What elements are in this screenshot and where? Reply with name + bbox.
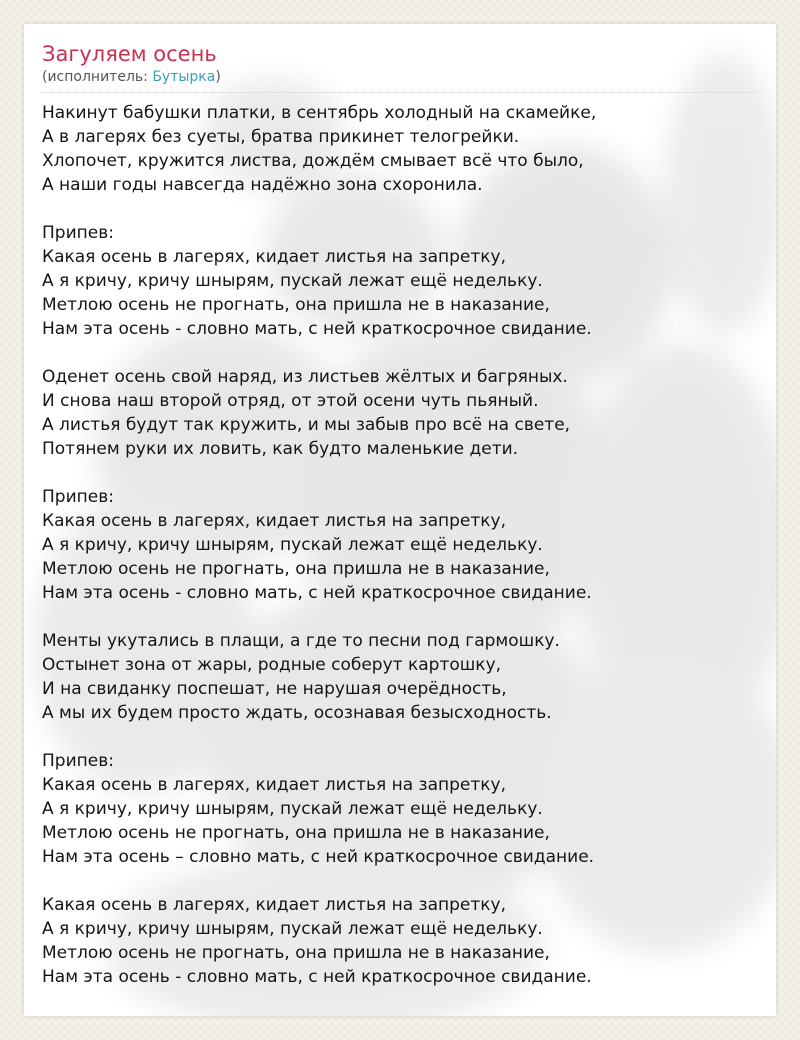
lyric-line: Какая осень в лагерях, кидает листья на запретку, — [42, 511, 506, 531]
lyric-line: А я кричу, кричу шнырям, пускай лежат ещё недельку. — [42, 799, 543, 819]
performer-suffix: ) — [215, 69, 221, 85]
stanza-final-chorus — [42, 893, 758, 989]
lyric-line: А наши годы навсегда надёжно зона схоронила. — [42, 175, 483, 195]
lyrics-content — [42, 40, 758, 1013]
lyric-line: Потянем руки их ловить, как будто маленькие дети. — [42, 439, 519, 459]
lyric-line: Какая осень в лагерях, кидает листья на запретку, — [42, 895, 506, 915]
lyric-line: Нам эта осень - словно мать, с ней краткосрочное свидание. — [42, 967, 592, 987]
lyric-line: Нам эта осень - словно мать, с ней краткосрочное свидание. — [42, 583, 592, 603]
lyric-line: И на свиданку поспешат, не нарушая очерёдность, — [42, 679, 507, 699]
stanza-chorus-1 — [42, 221, 758, 341]
lyrics-card — [24, 24, 776, 1016]
stanza-chorus-3 — [42, 749, 758, 869]
performer-prefix: (исполнитель: — [42, 69, 153, 85]
lyric-line: А я кричу, кричу шнырям, пускай лежат ещё недельку. — [42, 535, 543, 555]
title-divider — [42, 92, 756, 93]
lyric-line: А я кричу, кричу шнырям, пускай лежат ещё недельку. — [42, 271, 543, 291]
stanza-chorus-2 — [42, 485, 758, 605]
lyric-line: Накинут бабушки платки, в сентябрь холодный на скамейке, — [42, 103, 597, 123]
lyric-line: А листья будут так кружить, и мы забыв про всё на свете, — [42, 415, 571, 435]
performer-link[interactable]: Бутырка — [152, 69, 216, 85]
chorus-label: Припев: — [42, 751, 114, 771]
chorus-label: Припев: — [42, 487, 114, 507]
lyric-line: Менты укутались в плащи, а где то песни под гармошку. — [42, 631, 560, 651]
lyric-line: А в лагерях без суеты, братва прикинет телогрейки. — [42, 127, 520, 147]
lyric-line: Остынет зона от жары, родные соберут картошку, — [42, 655, 502, 675]
stanza-verse-3 — [42, 629, 758, 725]
lyric-line: А я кричу, кричу шнырям, пускай лежат ещё недельку. — [42, 919, 543, 939]
performer-line — [42, 68, 758, 86]
stanza-verse-2 — [42, 365, 758, 461]
lyric-line: Какая осень в лагерях, кидает листья на запретку, — [42, 775, 506, 795]
lyric-line: Оденет осень свой наряд, из листьев жёлтых и багряных. — [42, 367, 568, 387]
lyric-line: А мы их будем просто ждать, осознавая безысходность. — [42, 703, 552, 723]
lyrics-body — [42, 101, 758, 989]
lyric-line: Хлопочет, кружится листва, дождём смывает всё что было, — [42, 151, 584, 171]
stanza-verse-1 — [42, 101, 758, 197]
lyric-line: Метлою осень не прогнать, она пришла не в наказание, — [42, 823, 550, 843]
lyric-line: Метлою осень не прогнать, она пришла не в наказание, — [42, 295, 550, 315]
lyric-line: Нам эта осень - словно мать, с ней краткосрочное свидание. — [42, 319, 592, 339]
lyric-line: Какая осень в лагерях, кидает листья на запретку, — [42, 247, 506, 267]
lyric-line: Метлою осень не прогнать, она пришла не в наказание, — [42, 559, 550, 579]
lyric-line: И снова наш второй отряд, от этой осени чуть пьяный. — [42, 391, 539, 411]
chorus-label: Припев: — [42, 223, 114, 243]
lyric-line: Метлою осень не прогнать, она пришла не в наказание, — [42, 943, 550, 963]
song-title: Загуляем осень — [42, 42, 217, 66]
lyric-line: Нам эта осень – словно мать, с ней краткосрочное свидание. — [42, 847, 595, 867]
